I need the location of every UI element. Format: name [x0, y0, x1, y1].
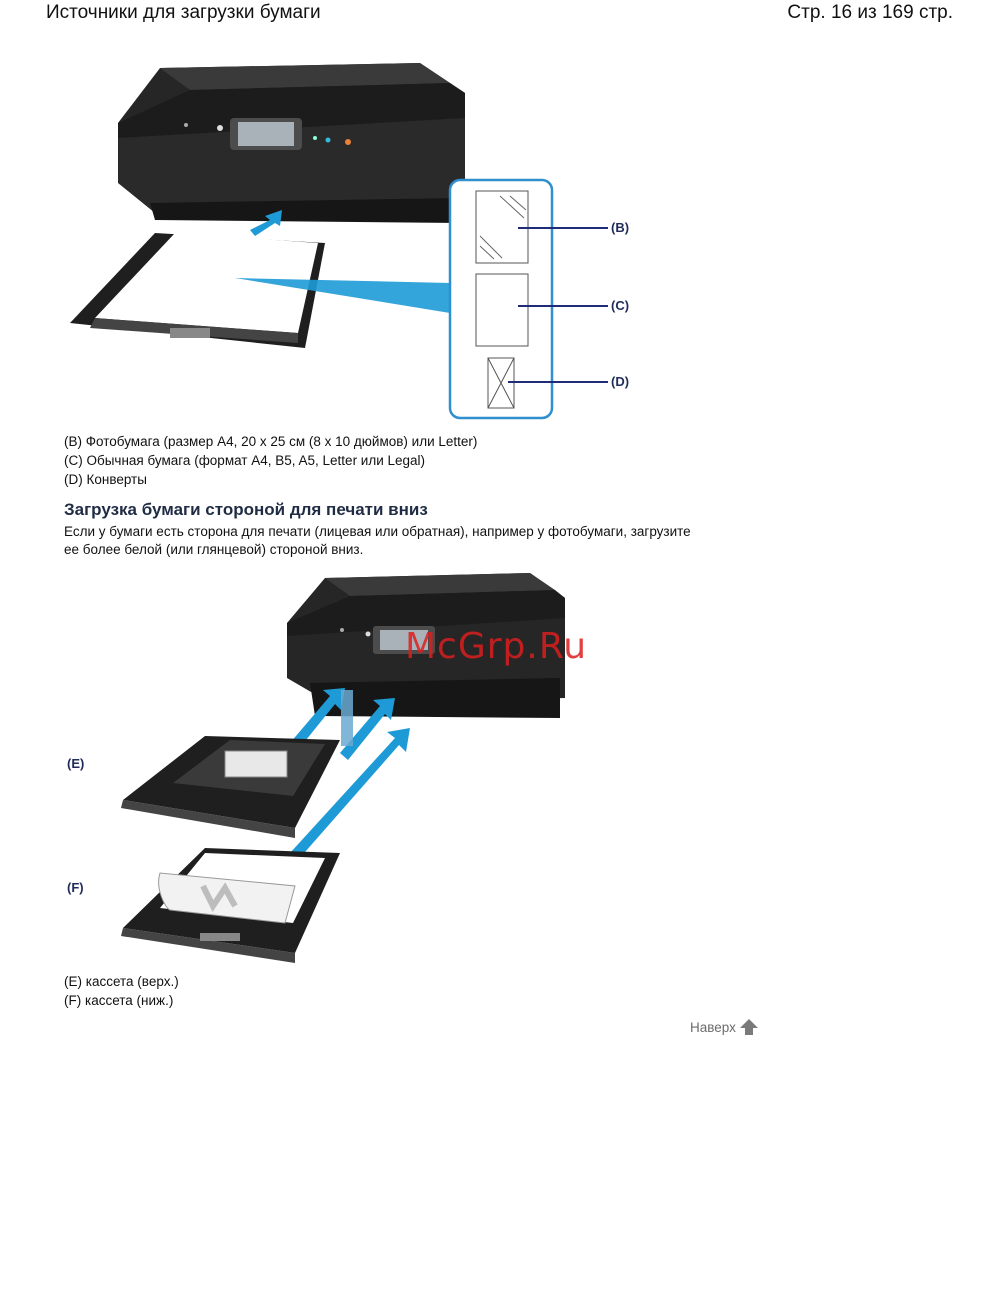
label-f: (F)	[67, 880, 84, 895]
page-title: Источники для загрузки бумаги	[46, 2, 321, 23]
paper-cassette	[70, 233, 325, 348]
back-to-top-link[interactable]	[690, 1018, 759, 1036]
label-e: (E)	[67, 756, 85, 771]
printer-icon	[118, 63, 465, 223]
caption-e: (E) кассета (верх.)	[64, 974, 179, 989]
figure2-captions	[64, 972, 179, 1010]
page-counter: Стр. 16 из 169 стр.	[787, 2, 953, 23]
callout-c: (C)	[611, 298, 630, 313]
upper-cassette	[121, 736, 340, 838]
section-body	[64, 523, 784, 559]
caption-d: (D) Конверты	[64, 472, 147, 487]
caption-c: (C) Обычная бумага (формат A4, B5, A5, Letter или Legal)	[64, 453, 426, 468]
callout-b: (B)	[611, 220, 630, 235]
figure1-captions	[64, 432, 477, 489]
lower-cassette	[121, 848, 340, 963]
printer-paper-sources-illustration	[60, 38, 660, 428]
caption-f: (F) кассета (ниж.)	[64, 993, 174, 1008]
watermark: McGrp.Ru	[405, 626, 588, 667]
callout-d: (D)	[611, 374, 630, 389]
section-body-line-2: ее более белой (или глянцевой) стороной вниз.	[64, 542, 364, 557]
section-heading: Загрузка бумаги стороной для печати вниз	[64, 500, 428, 519]
arrow-up-icon[interactable]	[739, 1018, 759, 1036]
caption-b: (B) Фотобумага (размер A4, 20 x 25 см (8 x 10 дюймов) или Letter)	[64, 434, 478, 449]
section-body-line-1: Если у бумаги есть сторона для печати (лицевая или обратная), например у фотобумаги, загрузите	[64, 524, 691, 539]
back-to-top-label[interactable]: Наверх	[690, 1019, 736, 1035]
